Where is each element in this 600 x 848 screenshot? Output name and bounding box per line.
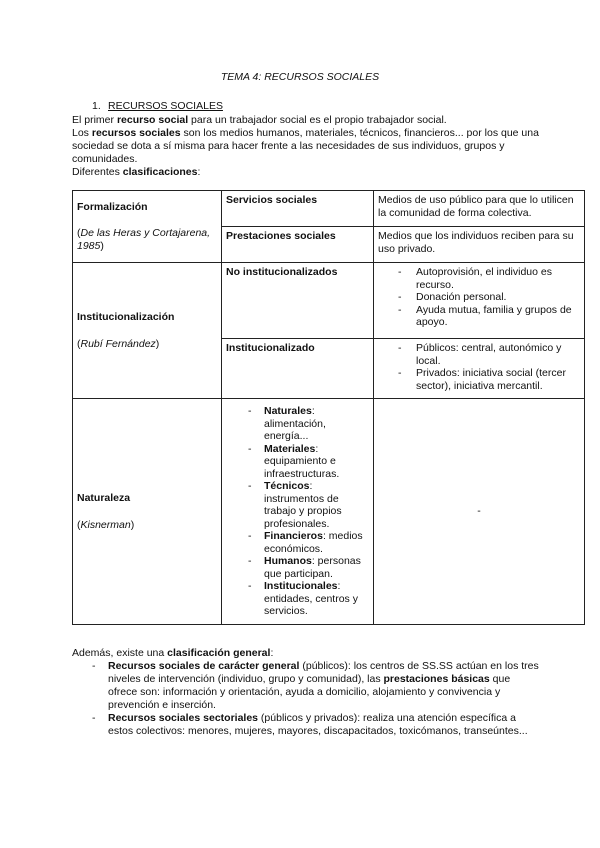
general-lead-a: Además, existe una bbox=[72, 647, 168, 659]
category-source bbox=[77, 338, 217, 351]
item-head: Recursos sociales de carácter general bbox=[108, 660, 300, 672]
items-cell bbox=[374, 339, 585, 399]
list-item: - Ayuda mutua, familia y grupos de apoyo. bbox=[378, 304, 580, 329]
item-list bbox=[226, 405, 369, 618]
item-bold: prestaciones básicas bbox=[383, 673, 490, 685]
table-row bbox=[73, 263, 585, 339]
intro-p2-a: Los bbox=[72, 127, 92, 139]
list-item: - Privados: iniciativa social (tercer sector), iniciativa mercantil. bbox=[378, 367, 580, 392]
category-cell-naturaleza bbox=[73, 399, 222, 625]
list-item bbox=[226, 580, 369, 618]
type-cell: Institucionalizado bbox=[222, 339, 374, 399]
source-author: Rubí Fernández bbox=[80, 337, 156, 350]
item-rest: : entidades, centros y servicios. bbox=[264, 580, 358, 617]
category-cell-formalizacion bbox=[73, 191, 222, 263]
description-cell: Medios de uso público para que lo utilicen la comunidad de forma colectiva. bbox=[374, 191, 585, 227]
intro-paragraph-3 bbox=[72, 166, 542, 179]
general-classification bbox=[72, 647, 542, 738]
intro-text bbox=[72, 114, 542, 179]
list-item: - Autoprovisión, el individuo es recurso. bbox=[378, 266, 580, 291]
source-open: ( bbox=[77, 227, 81, 240]
list-item bbox=[226, 443, 369, 481]
list-item bbox=[226, 480, 369, 530]
category-title: Naturaleza bbox=[77, 492, 131, 504]
table-row bbox=[73, 399, 585, 625]
list-item bbox=[72, 712, 542, 738]
item-text: (públicos): los centros de SS.SS actúan en los tres niveles de intervención (individuo, grupo y comunidad), las bbox=[108, 660, 539, 685]
category-source bbox=[77, 227, 217, 252]
item-rest: : alimentación, energía... bbox=[264, 405, 326, 442]
item-head: Naturales bbox=[264, 405, 312, 417]
item-head: Materiales bbox=[264, 442, 316, 455]
item-rest: : personas que participan. bbox=[264, 555, 361, 580]
list-item bbox=[72, 660, 542, 712]
item-rest: : instrumentos de trabajo y propios profesionales. bbox=[264, 480, 342, 530]
item-rest: : equipamiento e infraestructuras. bbox=[264, 442, 340, 480]
table-row bbox=[73, 191, 585, 227]
general-lead-bold: clasificación general bbox=[167, 647, 271, 659]
source-open: ( bbox=[77, 337, 81, 350]
section-label: RECURSOS SOCIALES bbox=[108, 100, 223, 112]
intro-p1-bold: recurso social bbox=[116, 114, 189, 126]
list-item bbox=[226, 530, 369, 555]
items-cell bbox=[222, 399, 374, 625]
item-rest: : medios económicos. bbox=[264, 530, 363, 555]
intro-p2-bold: recursos sociales bbox=[91, 127, 181, 139]
item-head: Institucionales bbox=[264, 580, 338, 592]
list-item: - Donación personal. bbox=[378, 291, 580, 304]
intro-paragraph-2 bbox=[72, 127, 542, 166]
item-head: Recursos sociales sectoriales bbox=[108, 712, 259, 724]
item-list bbox=[378, 266, 580, 329]
section-number: 1. bbox=[92, 100, 101, 112]
intro-p3-a: Diferentes bbox=[72, 166, 123, 178]
intro-p3-bold: clasificaciones bbox=[122, 166, 198, 178]
source-close: ) bbox=[100, 239, 104, 252]
general-list bbox=[72, 660, 542, 738]
items-cell bbox=[374, 263, 585, 339]
general-lead bbox=[72, 647, 542, 660]
intro-p3-c: : bbox=[197, 166, 201, 178]
item-text: que ofrece son: información y orientación, ayuda a domicilio, alojamiento y convivencia y prevención e inserción. bbox=[108, 673, 511, 711]
description-cell: Medios que los individuos reciben para su uso privado. bbox=[374, 227, 585, 263]
section-heading bbox=[92, 100, 223, 113]
item-text: (públicos y privados): realiza una atención específica a estos colectivos: menores, mujeres, mayores, discapacitados, toxicómanos, transeúntes... bbox=[108, 712, 528, 737]
item-head: Financieros bbox=[264, 530, 323, 542]
source-author: Kisnerman bbox=[80, 518, 131, 531]
page-title: TEMA 4: RECURSOS SOCIALES bbox=[220, 71, 380, 83]
intro-p1-c: para un trabajador social es el propio trabajador social. bbox=[188, 114, 447, 126]
type-cell: No institucionalizados bbox=[222, 263, 374, 339]
item-head: Humanos bbox=[264, 555, 312, 567]
list-item bbox=[226, 555, 369, 580]
classification-table bbox=[72, 190, 585, 625]
item-head: Técnicos bbox=[264, 480, 310, 492]
general-lead-c: : bbox=[270, 647, 274, 659]
intro-p2-c: son los medios humanos, materiales, técnicos, financieros... por los que una sociedad se dota a sí misma para hacer frente a las necesidades de sus individuos, grupos y comunidades. bbox=[72, 127, 539, 165]
intro-p1-a: El primer bbox=[72, 114, 117, 126]
category-cell-institucionalizacion bbox=[73, 263, 222, 399]
empty-cell: - bbox=[374, 399, 585, 625]
category-title: Formalización bbox=[77, 200, 148, 213]
intro-paragraph-1 bbox=[72, 114, 542, 127]
source-author: De las Heras y Cortajarena, 1985 bbox=[77, 227, 211, 252]
category-title: Institucionalización bbox=[77, 311, 175, 323]
source-close: ) bbox=[155, 337, 160, 350]
source-close: ) bbox=[130, 518, 135, 531]
category-source bbox=[77, 519, 217, 532]
type-cell: Servicios sociales bbox=[222, 191, 374, 227]
type-cell: Prestaciones sociales bbox=[222, 227, 374, 263]
item-list bbox=[378, 342, 580, 392]
list-item: - Públicos: central, autonómico y local. bbox=[378, 342, 580, 367]
list-item bbox=[226, 405, 369, 443]
source-open: ( bbox=[77, 518, 81, 531]
